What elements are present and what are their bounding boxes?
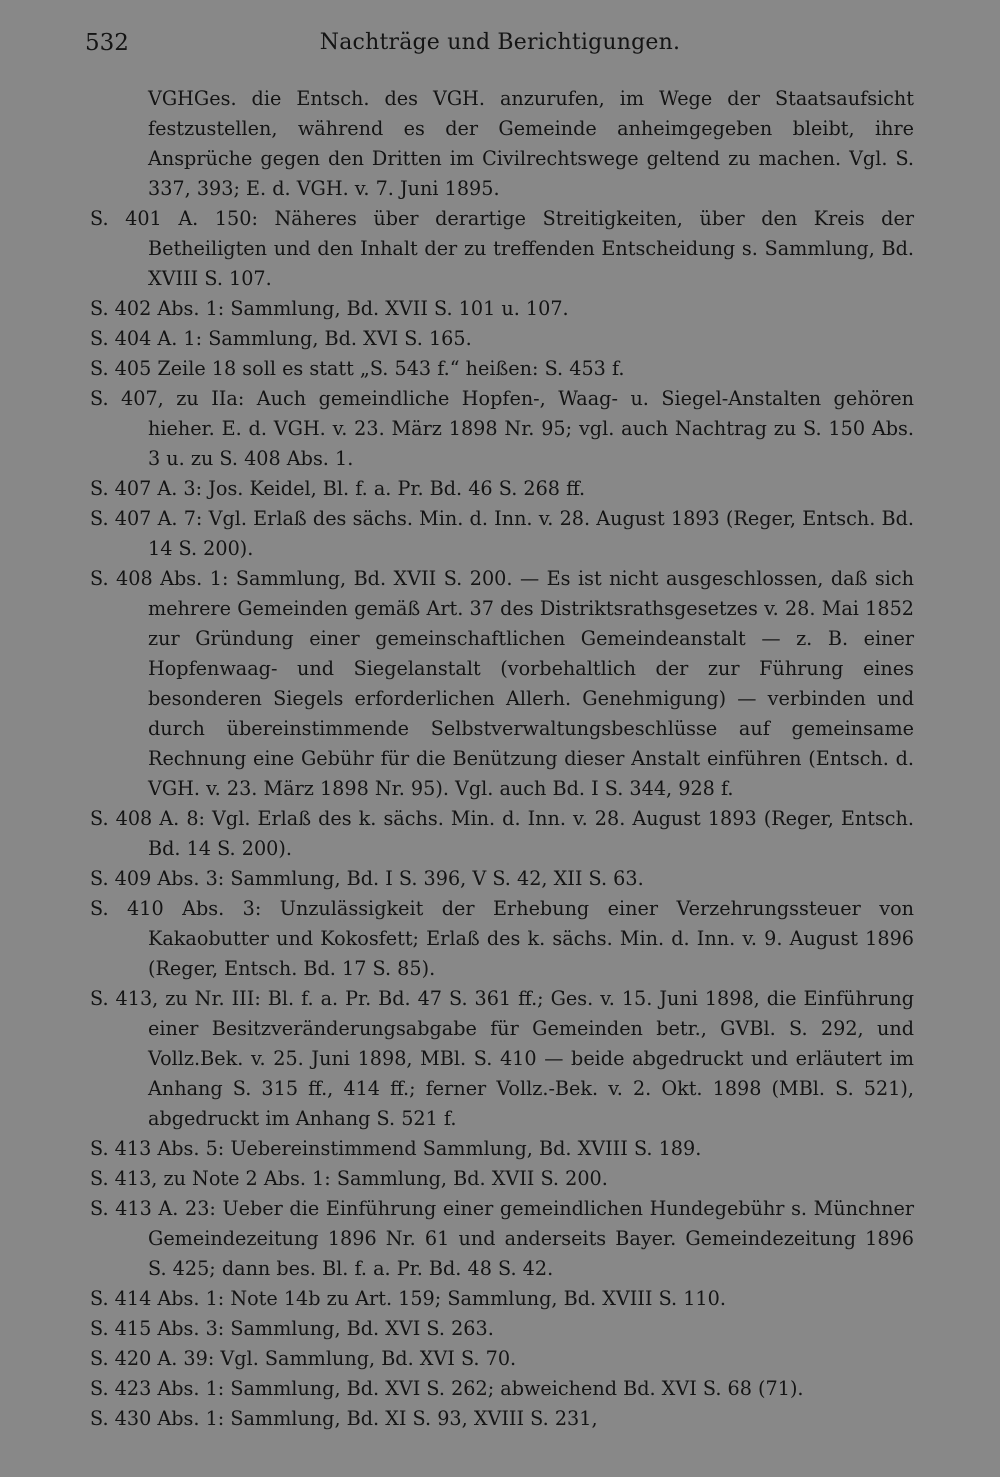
entry: S. 410 Abs. 3: Unzulässigkeit der Erhebung einer Verzehrungssteuer von Kakaobutter und Kokosfett; Erlaß des k. sächs. Min. d. Inn. v. 9. August 1896 (Reger, Entsch. Bd. 17 S. 85). bbox=[90, 897, 914, 980]
entry: S. 408 A. 8: Vgl. Erlaß des k. sächs. Min. d. Inn. v. 28. August 1893 (Reger, Entsch. Bd. 14 S. 200). bbox=[90, 807, 914, 860]
entry: S. 423 Abs. 1: Sammlung, Bd. XVI S. 262; abweichend Bd. XVI S. 68 (71). bbox=[90, 1377, 804, 1400]
entry: S. 408 Abs. 1: Sammlung, Bd. XVII S. 200. — Es ist nicht ausgeschlossen, daß sich mehrere Gemeinden gemäß Art. 37 des Distriktsrathsgesetzes v. 28. Mai 1852 zur Gründung einer gemeinschaftlichen Gemeindeanstalt — z. B. einer Hopfenwaag- und Siegelanstalt (vorbehaltlich der zur Führung eines besonderen Siegels erforderlichen Allerh. Genehmigung) — verbinden und durch übereinstimmende Selbstverwaltungsbeschlüsse auf gemeinsame Rechnung eine Gebühr für die Benützung dieser Anstalt einführen (Entsch. d. VGH. v. 23. März 1898 Nr. 95). Vgl. auch Bd. I S. 344, 928 f. bbox=[90, 567, 914, 800]
entry: S. 407 A. 3: Jos. Keidel, Bl. f. a. Pr. Bd. 46 S. 268 ff. bbox=[90, 477, 586, 500]
entry-continuation: VGHGes. die Entsch. des VGH. anzurufen, im Wege der Staatsaufsicht festzustellen, während es der Gemeinde anheimgegeben bleibt, ihre Ansprüche gegen den Dritten im Civilrechtswege geltend zu machen. Vgl. S. 337, 393; E. d. VGH. v. 7. Juni 1895. bbox=[148, 87, 914, 200]
page-body bbox=[90, 84, 914, 1434]
entry: S. 405 Zeile 18 soll es statt „S. 543 f.“ heißen: S. 453 f. bbox=[90, 357, 625, 380]
entry: S. 413 Abs. 5: Uebereinstimmend Sammlung, Bd. XVIII S. 189. bbox=[90, 1137, 702, 1160]
entry: S. 407, zu IIa: Auch gemeindliche Hopfen-, Waag- u. Siegel-Anstalten gehören hieher. E. d. VGH. v. 23. März 1898 Nr. 95; vgl. auch Nachtrag zu S. 150 Abs. 3 u. zu S. 408 Abs. 1. bbox=[90, 387, 914, 470]
page-header bbox=[85, 30, 915, 60]
entry: S. 407 A. 7: Vgl. Erlaß des sächs. Min. d. Inn. v. 28. August 1893 (Reger, Entsch. Bd. 14 S. 200). bbox=[90, 507, 914, 560]
entry: S. 402 Abs. 1: Sammlung, Bd. XVII S. 101 u. 107. bbox=[90, 297, 569, 320]
entry: S. 413, zu Note 2 Abs. 1: Sammlung, Bd. XVII S. 200. bbox=[90, 1167, 608, 1190]
page-number: 532 bbox=[85, 30, 129, 56]
entry: S. 415 Abs. 3: Sammlung, Bd. XVI S. 263. bbox=[90, 1317, 494, 1340]
running-title: Nachträge und Berichtigungen. bbox=[319, 30, 681, 55]
entry: S. 404 A. 1: Sammlung, Bd. XVI S. 165. bbox=[90, 327, 472, 350]
entry: S. 413, zu Nr. III: Bl. f. a. Pr. Bd. 47 S. 361 ff.; Ges. v. 15. Juni 1898, die Einführung einer Besitzveränderungsabgabe für Gemeinden betr., GVBl. S. 292, und Vollz.Bek. v. 25. Juni 1898, MBl. S. 410 — beide abgedruckt und erläutert im Anhang S. 315 ff., 414 ff.; ferner Vollz.-Bek. v. 2. Okt. 1898 (MBl. S. 521), abgedruckt im Anhang S. 521 f. bbox=[90, 987, 914, 1130]
entry: S. 409 Abs. 3: Sammlung, Bd. I S. 396, V S. 42, XII S. 63. bbox=[90, 867, 644, 890]
entry: S. 430 Abs. 1: Sammlung, Bd. XI S. 93, XVIII S. 231, bbox=[90, 1407, 598, 1430]
entry: S. 401 A. 150: Näheres über derartige Streitigkeiten, über den Kreis der Betheiligten und den Inhalt der zu treffenden Entscheidung s. Sammlung, Bd. XVIII S. 107. bbox=[90, 207, 914, 290]
entry: S. 414 Abs. 1: Note 14b zu Art. 159; Sammlung, Bd. XVIII S. 110. bbox=[90, 1287, 726, 1310]
entry: S. 420 A. 39: Vgl. Sammlung, Bd. XVI S. 70. bbox=[90, 1347, 517, 1370]
entry: S. 413 A. 23: Ueber die Einführung einer gemeindlichen Hundegebühr s. Münchner Gemeindezeitung 1896 Nr. 61 und anderseits Bayer. Gemeindezeitung 1896 S. 425; dann bes. Bl. f. a. Pr. Bd. 48 S. 42. bbox=[90, 1197, 914, 1280]
